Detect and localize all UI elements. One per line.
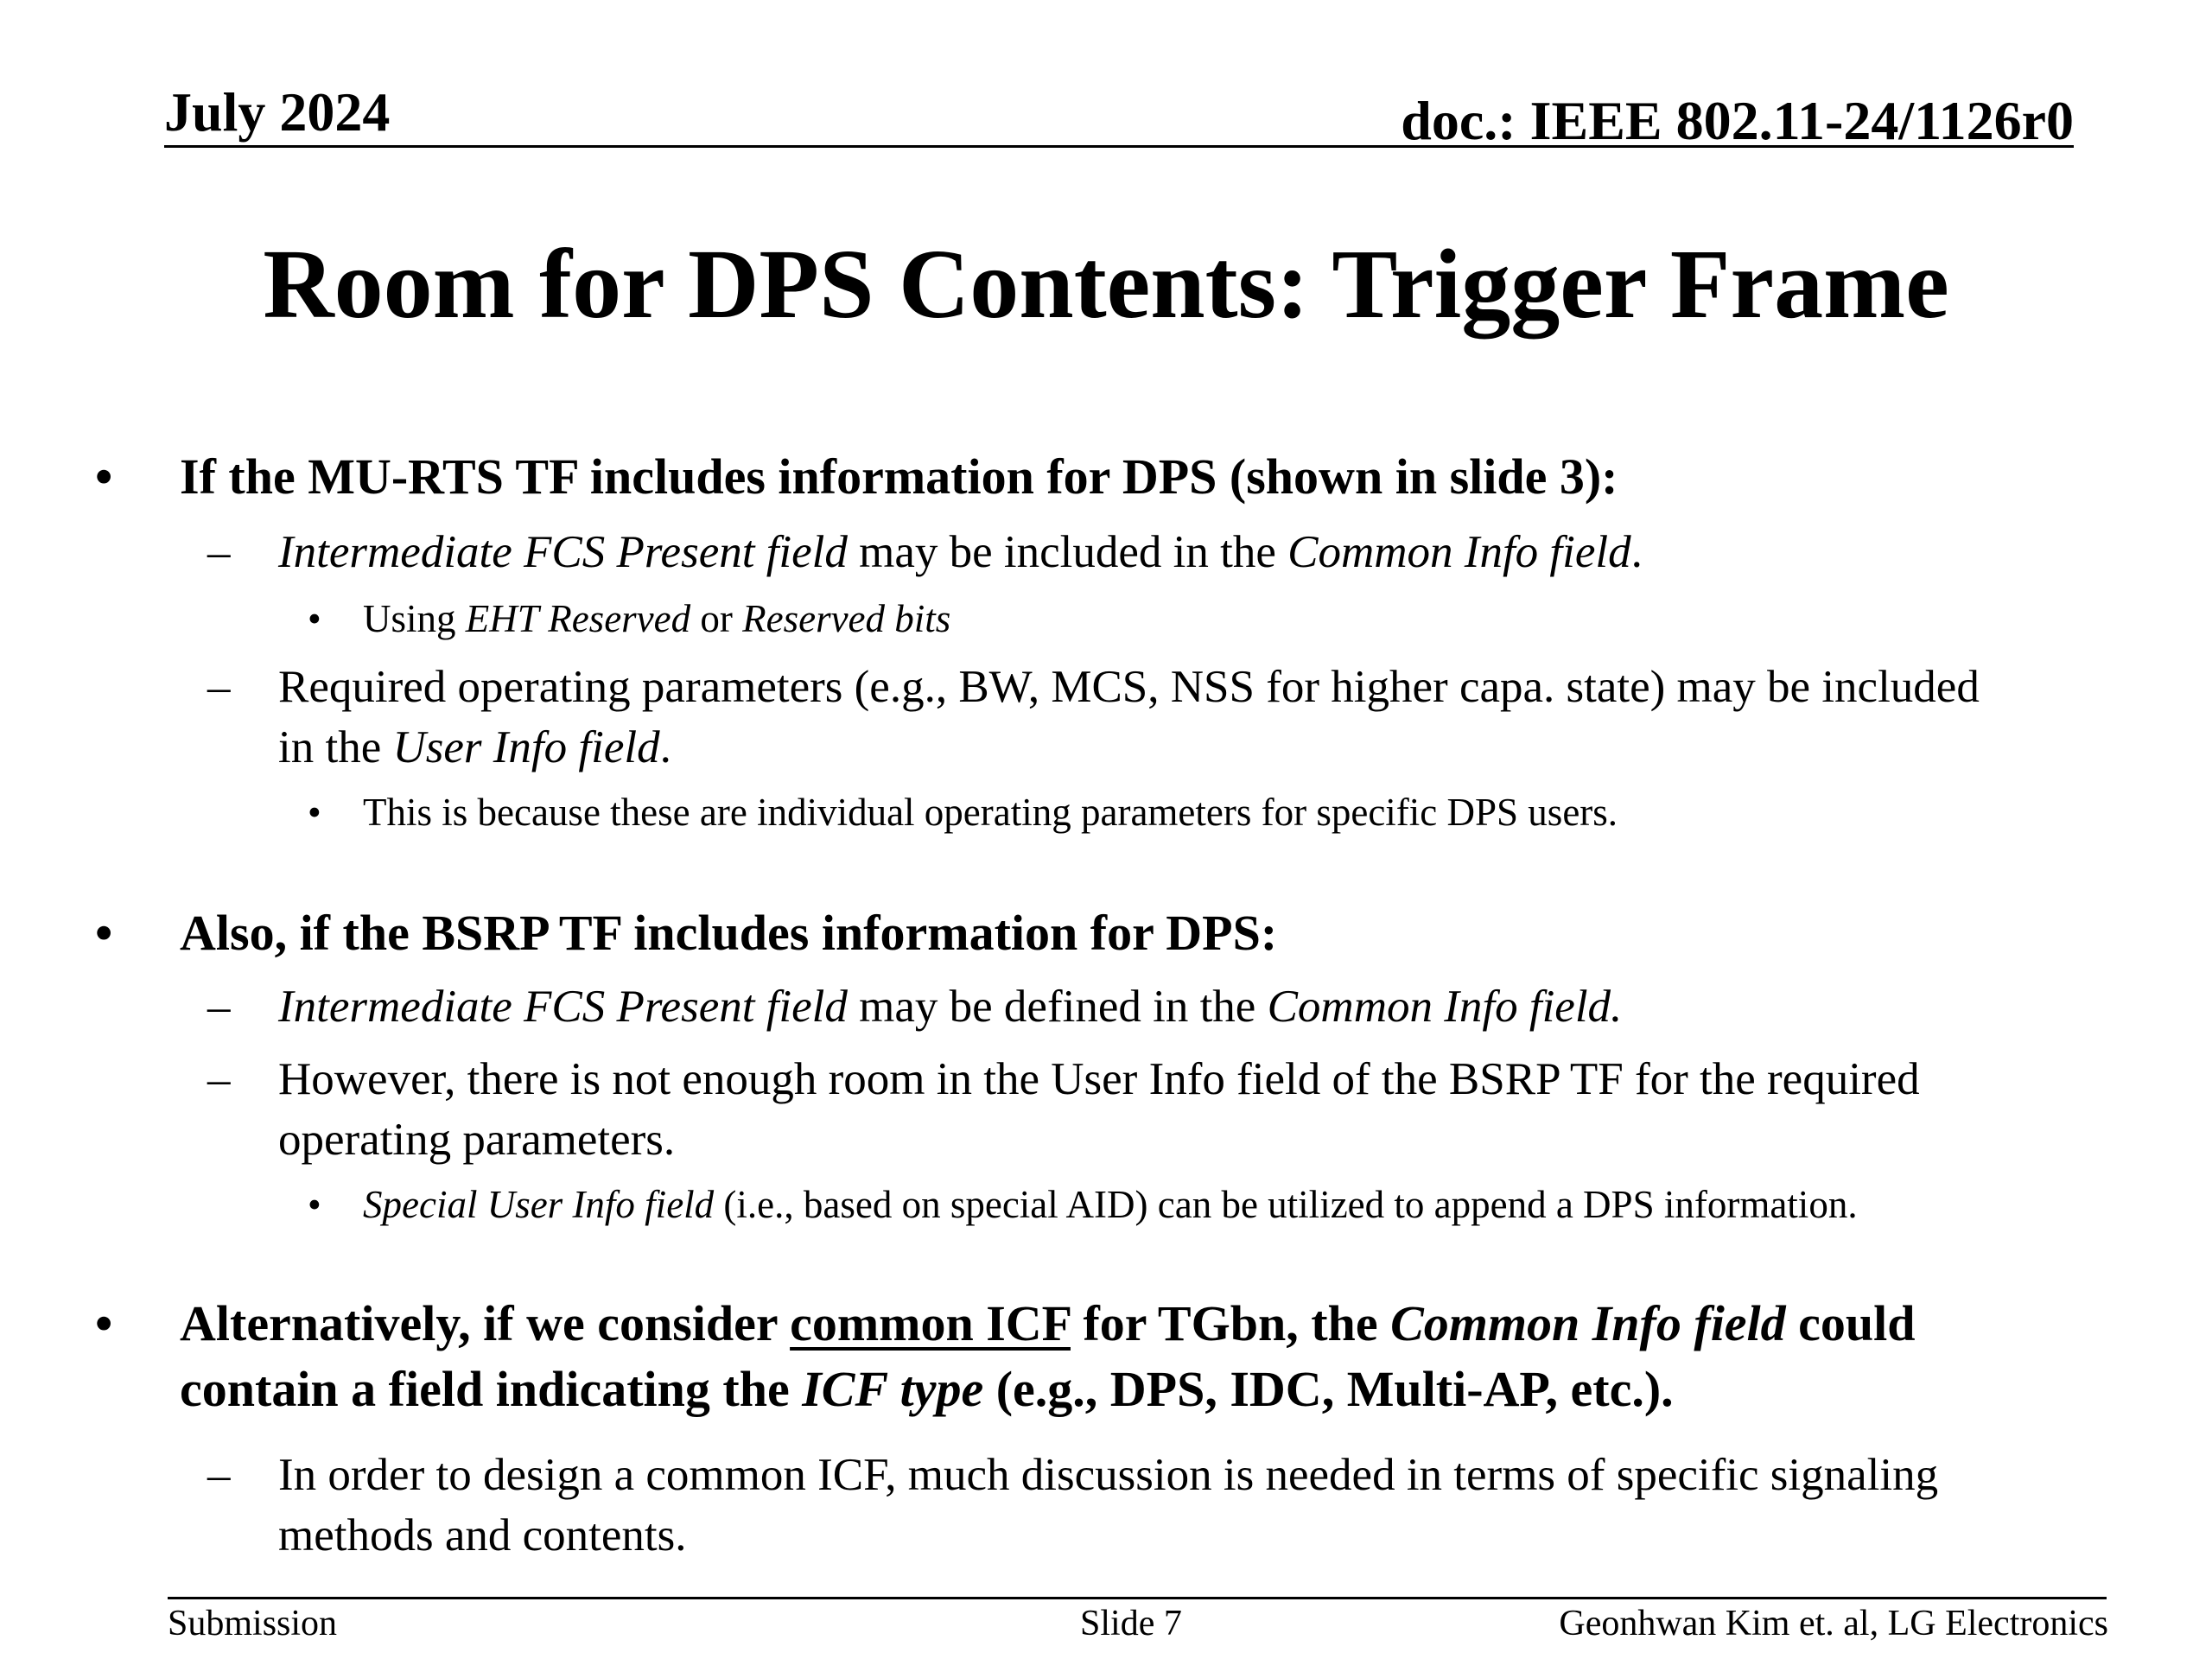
dash-marker: – [207, 662, 231, 712]
footer-slide-number: Slide 7 [1080, 1604, 1182, 1643]
footer-rule [168, 1597, 2107, 1599]
subsub-bullet-reserved-bits: Using EHT Reserved or Reserved bits [363, 597, 951, 640]
bullet-common-icf: Alternatively, if we consider common ICF for TGbn, the Common Info field could [180, 1295, 1916, 1351]
bullet-marker: • [95, 448, 113, 505]
bullet-mu-rts: If the MU-RTS TF includes information for DPS (shown in slide 3): [180, 448, 1618, 505]
bullet-common-icf-cont: contain a field indicating the ICF type (e.g., DPS, IDC, Multi-AP, etc.). [180, 1361, 1674, 1417]
dash-marker: – [207, 1450, 231, 1500]
sub-bullet-intermediate-fcs: Intermediate FCS Present field may be included in the Common Info field. [278, 527, 1643, 577]
sub-bullet-discussion-needed-cont: methods and contents. [278, 1510, 687, 1560]
subsub-bullet-individual-params: This is because these are individual operating parameters for specific DPS users. [363, 791, 1618, 834]
dash-marker: – [207, 527, 231, 577]
dash-marker: – [207, 1054, 231, 1104]
common-icf-underlined: common ICF [790, 1295, 1071, 1351]
sub-bullet-not-enough-room: However, there is not enough room in the User Info field of the BSRP TF for the required [278, 1054, 1920, 1104]
header-date: July 2024 [164, 81, 391, 143]
sub-bullet-operating-params-cont: in the User Info field. [278, 722, 671, 772]
sub-bullet-intermediate-fcs-bsrp: Intermediate FCS Present field may be defined in the Common Info field. [278, 982, 1623, 1032]
header-rule [164, 145, 2074, 148]
sub-bullet-discussion-needed: In order to design a common ICF, much discussion is needed in terms of specific signaling [278, 1450, 1939, 1500]
slide-title: Room for DPS Contents: Trigger Frame [263, 229, 1949, 339]
sub-bullet-not-enough-room-cont: operating parameters. [278, 1115, 676, 1165]
footer-author: Geonhwan Kim et. al, LG Electronics [1559, 1604, 2108, 1643]
header-doc-id: doc.: IEEE 802.11-24/1126r0 [1401, 90, 2074, 151]
sub-bullet-operating-params: Required operating parameters (e.g., BW, MCS, NSS for higher capa. state) may be included [278, 662, 1980, 712]
dash-marker: – [207, 982, 231, 1032]
bullet-marker: • [308, 1183, 321, 1226]
subsub-bullet-special-user-info: Special User Info field (i.e., based on special AID) can be utilized to append a DPS information. [363, 1183, 1858, 1226]
bullet-marker: • [95, 1295, 113, 1351]
bullet-marker: • [95, 905, 113, 961]
bullet-marker: • [308, 597, 321, 640]
bullet-bsrp: Also, if the BSRP TF includes information for DPS: [180, 905, 1278, 961]
footer-submission: Submission [168, 1604, 338, 1643]
bullet-marker: • [308, 791, 321, 834]
